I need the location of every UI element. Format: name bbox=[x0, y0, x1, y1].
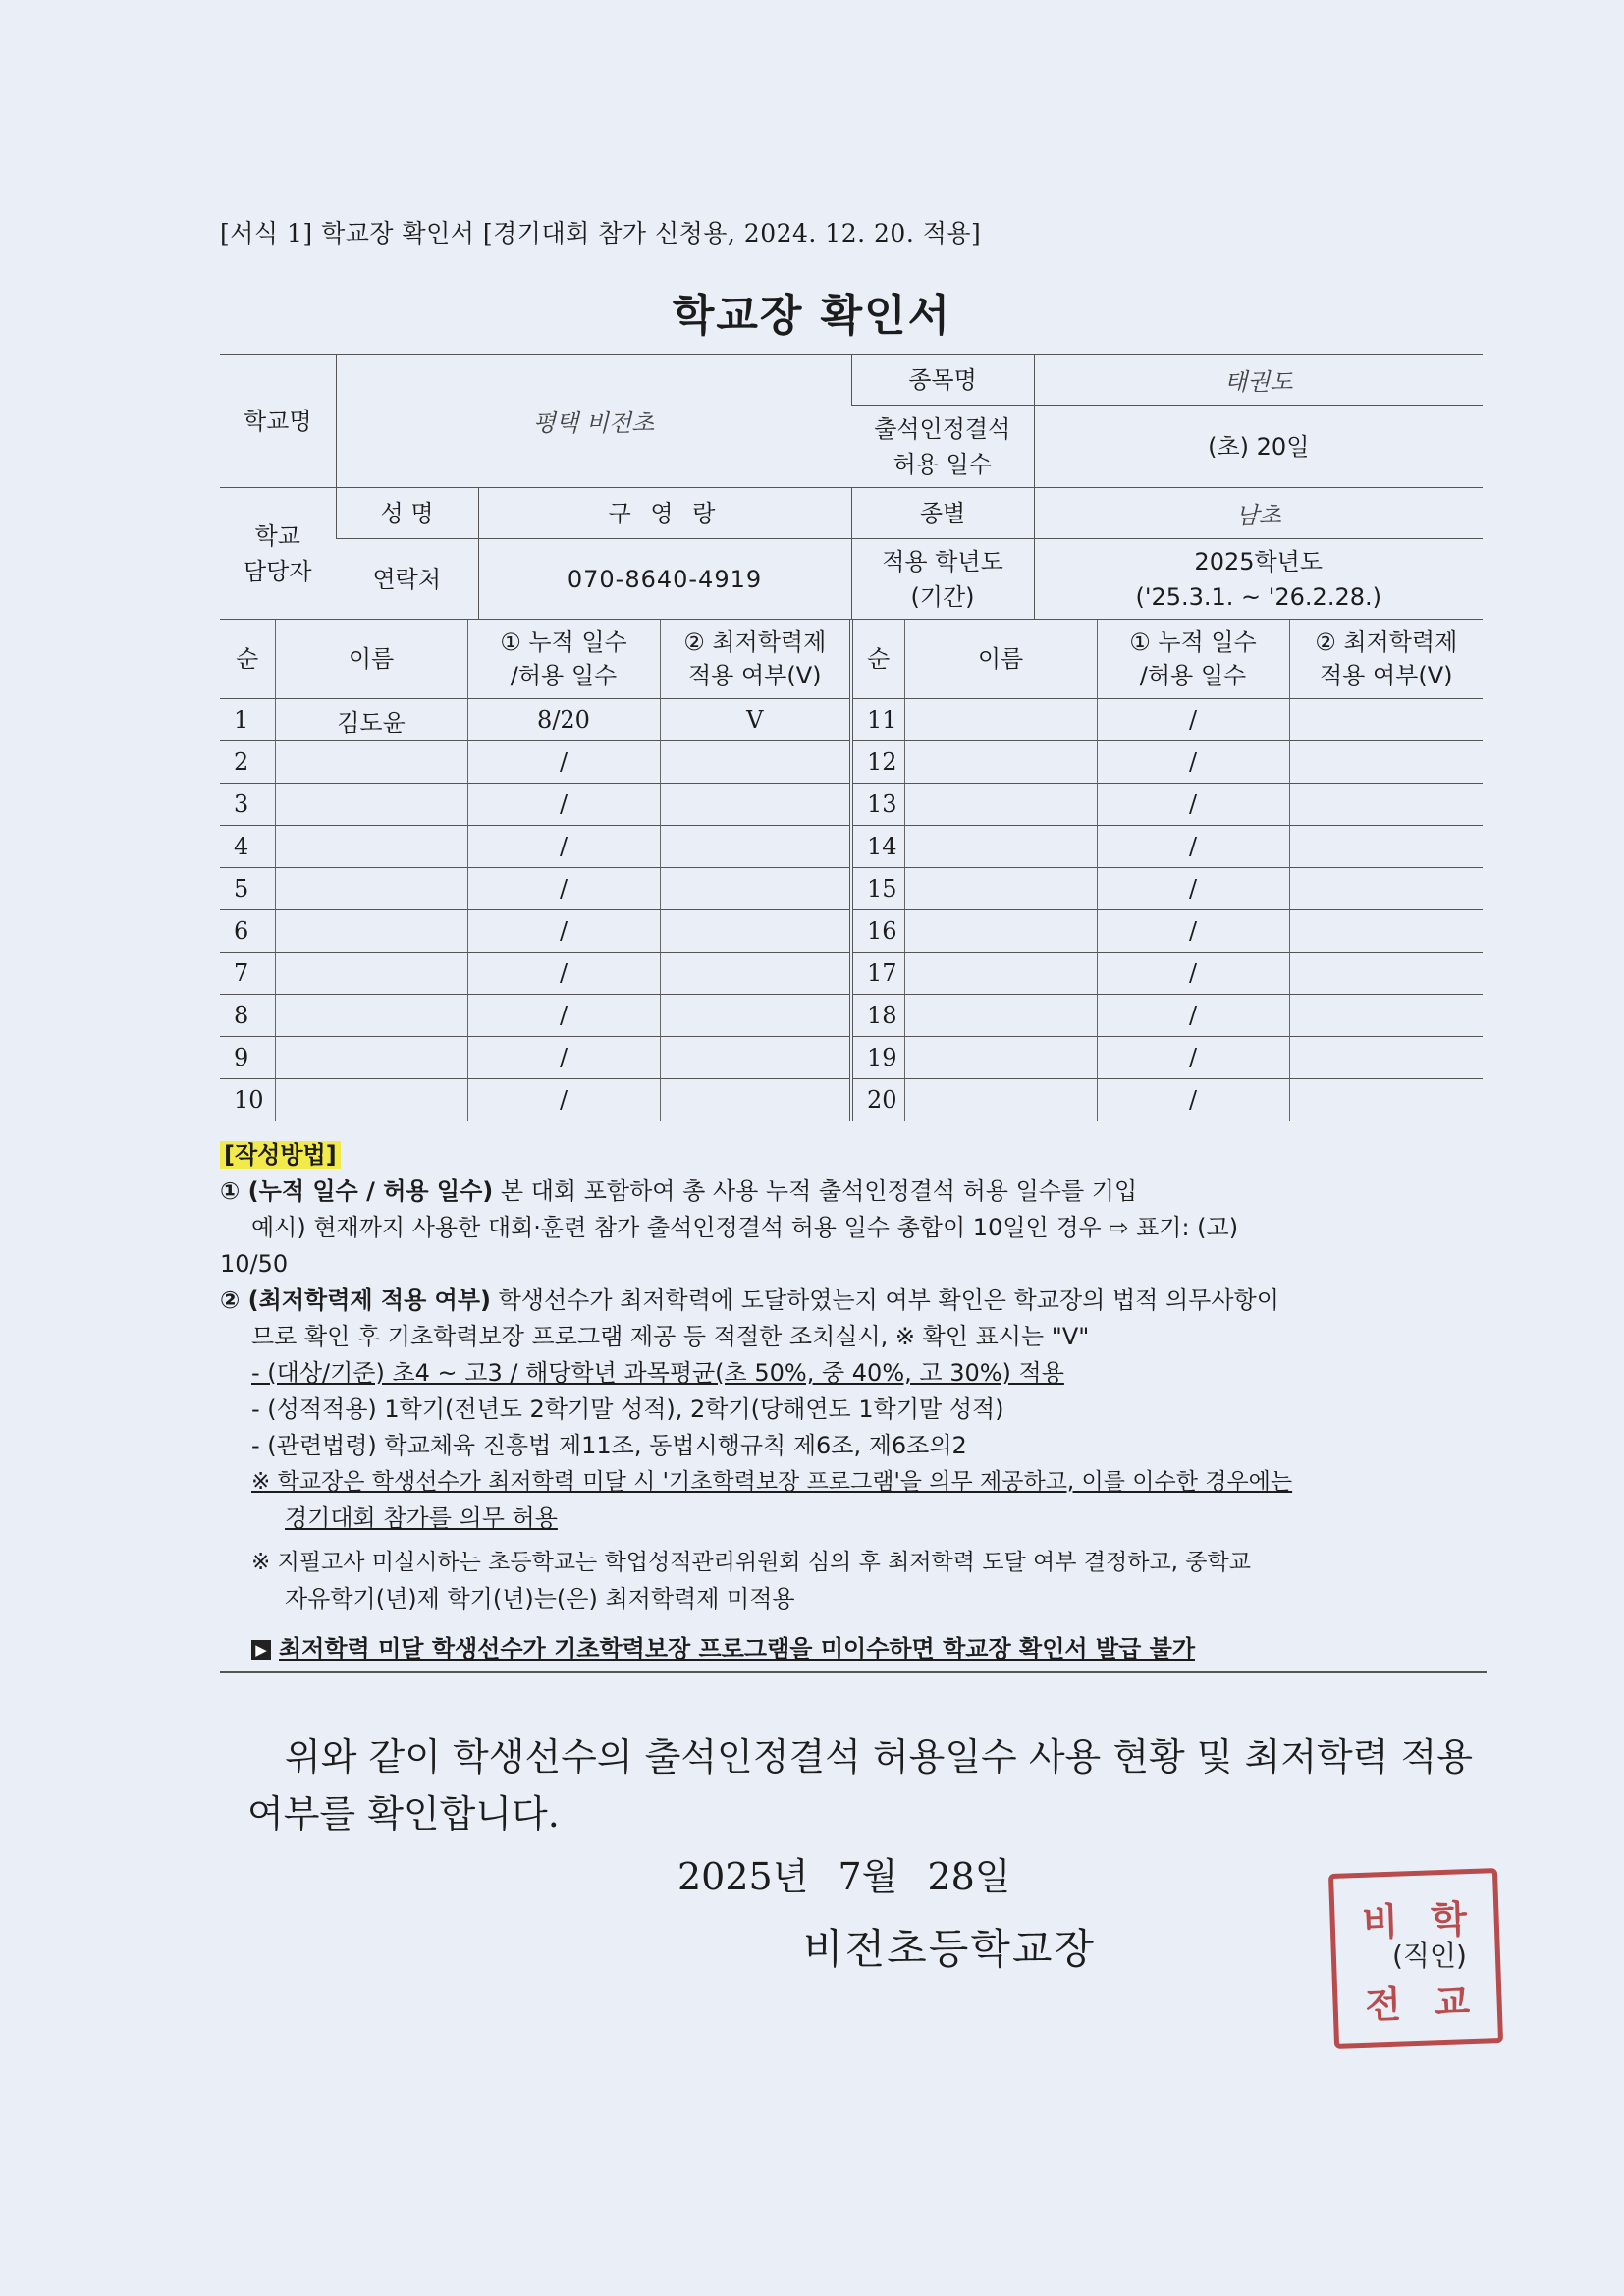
principal-name: 비전초등학교장 bbox=[803, 1925, 1097, 1973]
roster-cell-name bbox=[275, 995, 467, 1037]
school-name-label: 학교명 bbox=[220, 355, 336, 488]
roster-cell-days: / bbox=[1097, 784, 1289, 826]
roster-header-row bbox=[220, 620, 1483, 699]
roster-cell-name bbox=[275, 741, 467, 784]
note-elementary: ※ 지필고사 미실시하는 초등학교는 학업성적관리위원회 심의 후 최저학력 도달 여부 결정하고, 중학교 bbox=[251, 1550, 1251, 1575]
roster-cell-no: 14 bbox=[851, 826, 904, 868]
roster-cell-name bbox=[275, 826, 467, 868]
roster-cell-check bbox=[660, 741, 851, 784]
roster-cell-check bbox=[1289, 910, 1483, 953]
roster-cell-no: 5 bbox=[220, 868, 275, 910]
header-num: 순 bbox=[220, 620, 275, 699]
roster-cell-days: / bbox=[467, 1079, 660, 1121]
note-program: ※ 학교장은 학생선수가 최저학력 미달 시 '기초학력보장 프로그램'을 의무 제공하고, 이를 이수한 경우에는 bbox=[251, 1469, 1293, 1495]
table-row bbox=[220, 953, 1483, 995]
roster-cell-name bbox=[904, 995, 1097, 1037]
roster-cell-check bbox=[1289, 784, 1483, 826]
item1-text: 본 대회 포함하여 총 사용 누적 출석인정결석 허용 일수를 기입 bbox=[493, 1177, 1138, 1205]
roster-cell-days: / bbox=[467, 910, 660, 953]
roster-cell-no: 3 bbox=[220, 784, 275, 826]
header-days-2-line1: ① 누적 일수 bbox=[1129, 629, 1257, 656]
header-name-2: 이름 bbox=[904, 620, 1097, 699]
roster-cell-no: 6 bbox=[220, 910, 275, 953]
roster-cell-name bbox=[904, 741, 1097, 784]
arrow-box-icon: ▶ bbox=[251, 1640, 271, 1660]
table-row bbox=[220, 868, 1483, 910]
absence-label-line1: 출석인정결석 bbox=[874, 414, 1011, 443]
item2-head: ② (최저학력제 적용 여부) bbox=[220, 1286, 491, 1314]
bullet-laws: - (관련법령) 학교체육 진흥법 제11조, 동법시행규칙 제6조, 제6조의2 bbox=[251, 1432, 967, 1459]
absence-label-line2: 허용 일수 bbox=[893, 450, 992, 478]
item2-text: 학생선수가 최저학력에 도달하였는지 여부 확인은 학교장의 법적 의무사항이 bbox=[490, 1286, 1279, 1314]
roster-cell-days: / bbox=[467, 995, 660, 1037]
table-row bbox=[220, 699, 1483, 741]
roster-cell-check bbox=[660, 784, 851, 826]
roster-cell-name bbox=[275, 1037, 467, 1079]
roster-cell-name bbox=[904, 699, 1097, 741]
table-row bbox=[220, 1079, 1483, 1121]
roster-cell-days: 8/20 bbox=[467, 699, 660, 741]
roster-cell-name bbox=[275, 868, 467, 910]
roster-cell-check bbox=[1289, 1079, 1483, 1121]
roster-cell-days: / bbox=[467, 784, 660, 826]
roster-cell-days: / bbox=[1097, 868, 1289, 910]
roster-cell-name bbox=[904, 1079, 1097, 1121]
gender-value: 남초 bbox=[1034, 488, 1483, 539]
roster-cell-name bbox=[904, 910, 1097, 953]
roster-cell-check bbox=[1289, 995, 1483, 1037]
roster-cell-no: 11 bbox=[851, 699, 904, 741]
header-name: 이름 bbox=[275, 620, 467, 699]
manager-label bbox=[220, 488, 336, 620]
year-label-line2: (기간) bbox=[910, 582, 975, 611]
header-min-line2: 적용 여부(V) bbox=[687, 662, 822, 689]
header-days-line2: /허용 일수 bbox=[510, 662, 618, 689]
roster-cell-no: 9 bbox=[220, 1037, 275, 1079]
roster-cell-no: 12 bbox=[851, 741, 904, 784]
header-min-2-line2: 적용 여부(V) bbox=[1319, 662, 1453, 689]
note-program-cont: 경기대회 참가를 의무 허용 bbox=[285, 1504, 558, 1532]
roster-cell-no: 4 bbox=[220, 826, 275, 868]
year-value-line2: ('25.3.1. ~ '26.2.28.) bbox=[1135, 582, 1381, 611]
roster-cell-days: / bbox=[1097, 910, 1289, 953]
table-row bbox=[220, 741, 1483, 784]
gender-label: 종별 bbox=[851, 488, 1034, 539]
table-row bbox=[220, 1037, 1483, 1079]
header-days-2 bbox=[1097, 620, 1289, 699]
roster-cell-no: 15 bbox=[851, 868, 904, 910]
roster-cell-days: / bbox=[467, 953, 660, 995]
roster-cell-check bbox=[660, 826, 851, 868]
instructions bbox=[220, 1137, 1487, 1673]
roster-cell-no: 10 bbox=[220, 1079, 275, 1121]
roster-cell-check bbox=[1289, 741, 1483, 784]
form-header: [서식 1] 학교장 확인서 [경기대회 참가 신청용, 2024. 12. 20. 적용] bbox=[220, 219, 982, 247]
roster-cell-check bbox=[660, 910, 851, 953]
manager-label-line2: 담당자 bbox=[243, 557, 312, 585]
header-min-2 bbox=[1289, 620, 1483, 699]
table-row bbox=[220, 784, 1483, 826]
issue-date: 2025년 7월 28일 bbox=[677, 1855, 1011, 1898]
roster-cell-name bbox=[904, 1037, 1097, 1079]
roster-cell-name bbox=[275, 1079, 467, 1121]
roster-cell-check bbox=[1289, 868, 1483, 910]
roster-cell-check bbox=[1289, 953, 1483, 995]
header-min bbox=[660, 620, 851, 699]
roster-cell-days: / bbox=[1097, 826, 1289, 868]
confirmation-text: 위와 같이 학생선수의 출석인정결석 허용일수 사용 현황 및 최저학력 적용 여부를 확인합니다. bbox=[247, 1735, 1473, 1835]
roster-cell-check bbox=[1289, 826, 1483, 868]
roster-cell-check bbox=[660, 868, 851, 910]
roster-cell-days: / bbox=[1097, 995, 1289, 1037]
header-min-line1: ② 최저학력제 bbox=[683, 629, 827, 656]
roster-cell-name bbox=[904, 953, 1097, 995]
name-label: 성 명 bbox=[336, 488, 478, 539]
roster-cell-name bbox=[275, 953, 467, 995]
roster-cell-check bbox=[660, 953, 851, 995]
item2-text-cont: 므로 확인 후 기초학력보장 프로그램 제공 등 적절한 조치실시, ※ 확인 표시는 "V" bbox=[251, 1323, 1090, 1350]
roster-table bbox=[220, 619, 1483, 1121]
roster-cell-check bbox=[660, 1037, 851, 1079]
roster-cell-no: 8 bbox=[220, 995, 275, 1037]
roster-cell-check bbox=[660, 1079, 851, 1121]
roster-body bbox=[220, 699, 1483, 1121]
roster-cell-days: / bbox=[467, 1037, 660, 1079]
header-days-line1: ① 누적 일수 bbox=[500, 629, 627, 656]
sport-label: 종목명 bbox=[851, 355, 1034, 406]
absence-label bbox=[851, 406, 1034, 488]
manager-label-line1: 학교 bbox=[254, 521, 300, 550]
roster-cell-check bbox=[1289, 1037, 1483, 1079]
sport-value: 태권도 bbox=[1034, 355, 1483, 406]
roster-cell-check bbox=[660, 995, 851, 1037]
header-min-2-line1: ② 최저학력제 bbox=[1315, 629, 1458, 656]
roster-cell-no: 1 bbox=[220, 699, 275, 741]
roster-cell-days: / bbox=[1097, 953, 1289, 995]
note-elementary-cont: 자유학기(년)제 학기(년)는(은) 최저학력제 미적용 bbox=[285, 1585, 795, 1613]
table-row bbox=[220, 995, 1483, 1037]
year-value-line1: 2025학년도 bbox=[1194, 547, 1324, 575]
item1-example: 예시) 현재까지 사용한 대회·훈련 참가 출석인정결석 허용 일수 총합이 10일인 경우 ⇨ 표기: (고) bbox=[251, 1214, 1239, 1241]
item1-example-cont: 10/50 bbox=[220, 1250, 289, 1278]
roster-cell-days: / bbox=[467, 868, 660, 910]
item1-head: ① (누적 일수 / 허용 일수) bbox=[220, 1177, 494, 1205]
roster-cell-no: 18 bbox=[851, 995, 904, 1037]
roster-cell-days: / bbox=[1097, 1079, 1289, 1121]
info-table bbox=[220, 354, 1483, 620]
absence-value: (초) 20일 bbox=[1034, 406, 1483, 488]
roster-cell-check bbox=[1289, 699, 1483, 741]
roster-cell-days: / bbox=[1097, 741, 1289, 784]
roster-cell-no: 13 bbox=[851, 784, 904, 826]
roster-cell-days: / bbox=[467, 741, 660, 784]
roster-cell-name bbox=[904, 784, 1097, 826]
roster-cell-days: / bbox=[1097, 699, 1289, 741]
document-title: 학교장 확인서 bbox=[672, 291, 952, 341]
school-name-value: 평택 비전초 bbox=[336, 355, 851, 488]
bullet-target: - (대상/기준) 초4 ~ 고3 / 해당학년 과목평균(초 50%, 중 40%, 고 30%) 적용 bbox=[251, 1359, 1064, 1387]
header-days-2-line2: /허용 일수 bbox=[1139, 662, 1247, 689]
roster-cell-days: / bbox=[467, 826, 660, 868]
roster-cell-no: 20 bbox=[851, 1079, 904, 1121]
year-label bbox=[851, 539, 1034, 620]
roster-cell-no: 7 bbox=[220, 953, 275, 995]
roster-cell-check: V bbox=[660, 699, 851, 741]
instructions-tag: [작성방법] bbox=[220, 1141, 341, 1169]
year-label-line1: 적용 학년도 bbox=[882, 547, 1003, 575]
table-row bbox=[220, 826, 1483, 868]
seal-mark: (직인) bbox=[1392, 1940, 1467, 1972]
roster-cell-name: 김도윤 bbox=[275, 699, 467, 741]
bullet-grades: - (성적적용) 1학기(전년도 2학기말 성적), 2학기(당해연도 1학기말 성적) bbox=[251, 1395, 1004, 1423]
roster-cell-name bbox=[275, 784, 467, 826]
roster-cell-no: 16 bbox=[851, 910, 904, 953]
roster-cell-no: 17 bbox=[851, 953, 904, 995]
contact-label: 연락처 bbox=[336, 539, 478, 620]
official-seal-icon: 비 학 전 교 bbox=[1328, 1868, 1503, 2049]
roster-cell-name bbox=[904, 826, 1097, 868]
name-value: 구 영 랑 bbox=[478, 488, 851, 539]
roster-cell-no: 2 bbox=[220, 741, 275, 784]
roster-cell-name bbox=[275, 910, 467, 953]
table-row bbox=[220, 910, 1483, 953]
roster-cell-no: 19 bbox=[851, 1037, 904, 1079]
notice-text: 최저학력 미달 학생선수가 기초학력보장 프로그램을 미이수하면 학교장 확인서 발급 불가 bbox=[279, 1635, 1196, 1663]
header-num-2: 순 bbox=[851, 620, 904, 699]
roster-cell-name bbox=[904, 868, 1097, 910]
year-value bbox=[1034, 539, 1483, 620]
contact-value: 070-8640-4919 bbox=[478, 539, 851, 620]
header-days bbox=[467, 620, 660, 699]
roster-cell-days: / bbox=[1097, 1037, 1289, 1079]
